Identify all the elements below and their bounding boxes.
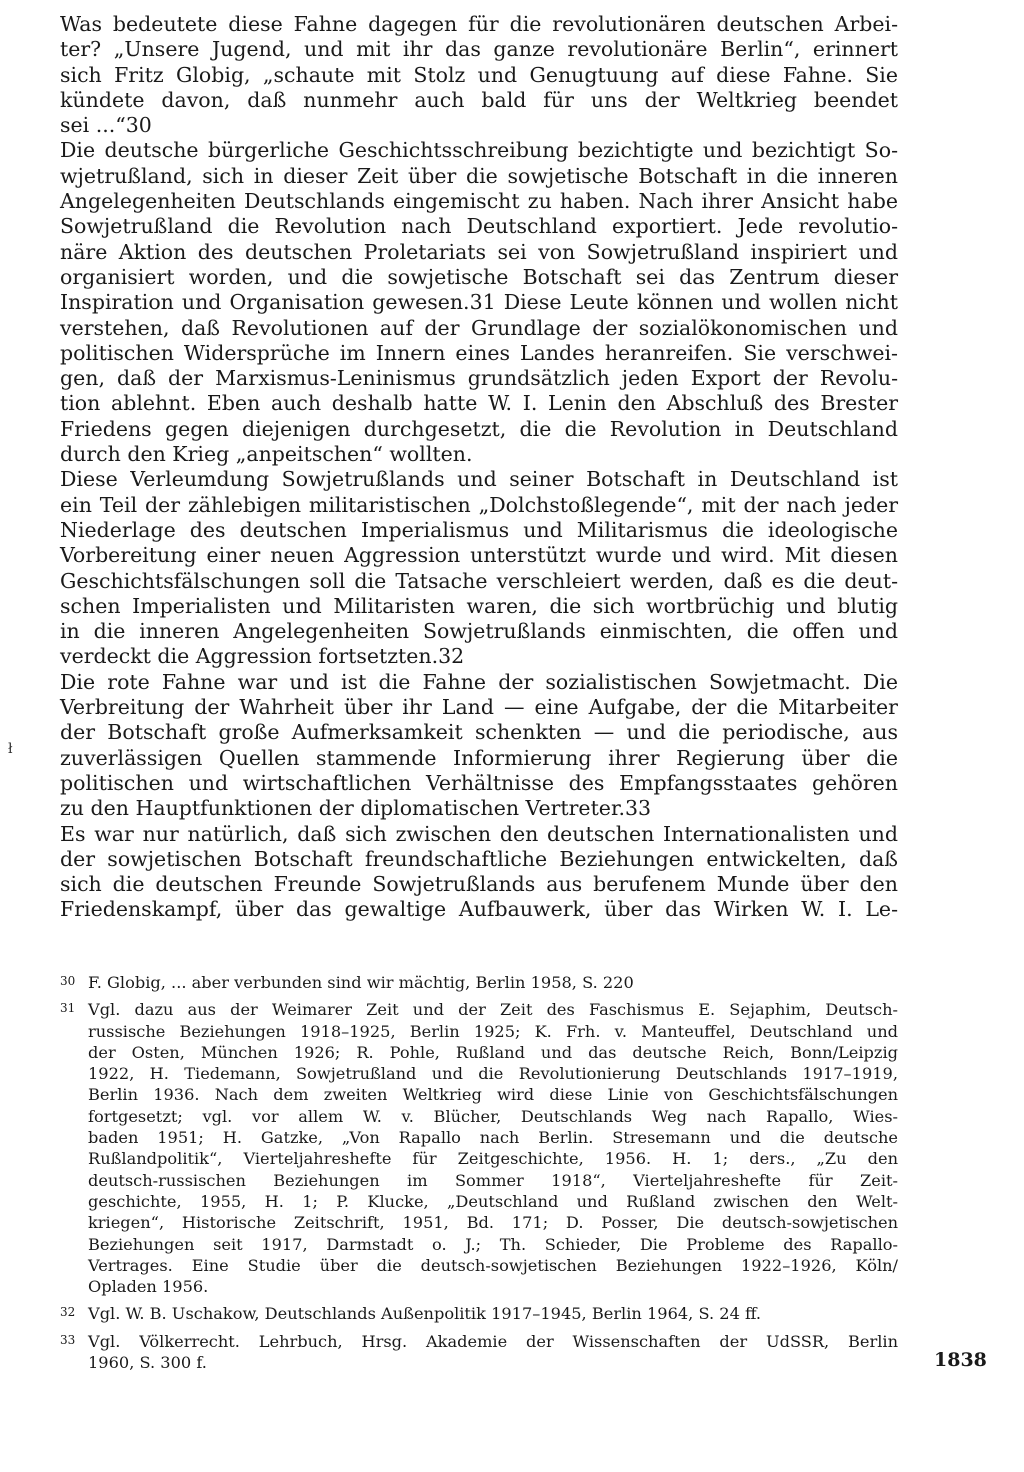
text-line: Die deutsche bürgerliche Geschichtsschreibung bezichtigte und bezichtigt So- <box>60 138 898 163</box>
footnote <box>60 972 898 993</box>
footnote-line: Vgl. Völkerrecht. Lehrbuch, Hrsg. Akademie der Wissenschaften der UdSSR, Berlin <box>88 1331 898 1351</box>
footnote-line: 1960, S. 300 f. <box>88 1353 207 1373</box>
footnote-line: F. Globig, ... aber verbunden sind wir mächtig, Berlin 1958, S. 220 <box>88 973 634 992</box>
text-line: politischen Widersprüche im Innern eines Landes heranreifen. Sie verschwei- <box>60 340 898 365</box>
footnote-line: Opladen 1956. <box>88 1277 209 1297</box>
text-line: gen, daß der Marxismus-Leninismus grundsätzlich jeden Export der Revolu- <box>60 366 898 391</box>
text-line: schen Imperialisten und Militaristen waren, die sich wortbrüchig und blutig <box>60 593 898 618</box>
footnote-line: Vgl. dazu aus der Weimarer Zeit und der Zeit des Faschismus E. Sejaphim, Deutsch- <box>88 1000 898 1020</box>
footnote-line: Beziehungen seit 1917, Darmstadt o. J.; Th. Schieder, Die Probleme des Rapallo- <box>88 1234 898 1254</box>
footnote-number: 32 <box>60 1305 76 1320</box>
text-line: Friedens gegen diejenigen durchgesetzt, die die Revolution in Deutschland <box>60 416 898 441</box>
text-line: in die inneren Angelegenheiten Sowjetrußlands einmischten, die offen und <box>60 619 898 644</box>
footnote-line: Rußlandpolitik“, Vierteljahreshefte für Zeitgeschichte, 1956. H. 1; ders., „Zu den <box>88 1149 898 1169</box>
text-line: Es war nur natürlich, daß sich zwischen den deutschen Internationalisten und <box>60 821 898 846</box>
footnote <box>60 999 898 1297</box>
footnote-line: geschichte, 1955, H. 1; P. Klucke, „Deutschland und Rußland zwischen den Welt- <box>88 1191 898 1211</box>
text-line: Vorbereitung einer neuen Aggression unterstützt wurde und wird. Mit diesen <box>60 543 898 568</box>
footnote <box>60 1331 898 1374</box>
text-line: tion ablehnt. Eben auch deshalb hatte W. I. Lenin den Abschluß des Brester <box>60 391 898 416</box>
text-line: Was bedeutete diese Fahne dagegen für die revolutionären deutschen Arbei- <box>60 12 898 36</box>
text-line: ein Teil der zählebigen militaristischen „Dolchstoßlegende“, mit der nach jeder <box>60 492 898 517</box>
text-line: näre Aktion des deutschen Proletariats sei von Sowjetrußland inspiriert und <box>60 239 898 264</box>
text-line: sich die deutschen Freunde Sowjetrußlands aus berufenem Munde über den <box>60 872 898 897</box>
text-line: Verbreitung der Wahrheit über ihr Land — eine Aufgabe, der die Mitarbeiter <box>60 695 898 720</box>
text-line: sei ...“30 <box>60 113 152 138</box>
text-line: kündete davon, daß nunmehr auch bald für uns der Weltkrieg beendet <box>60 87 898 112</box>
text-line: Die rote Fahne war und ist die Fahne der sozialistischen Sowjetmacht. Die <box>60 669 898 694</box>
body-text <box>60 12 898 923</box>
text-line: politischen und wirtschaftlichen Verhältnisse des Empfangsstaates gehören <box>60 770 898 795</box>
footnote-number: 33 <box>60 1332 76 1347</box>
text-line: der sowjetischen Botschaft freundschaftliche Beziehungen entwickelten, daß <box>60 846 898 871</box>
footnote-line: russische Beziehungen 1918–1925, Berlin 1925; K. Frh. v. Manteuffel, Deutschland und <box>88 1021 898 1041</box>
footnote-line: Vgl. W. B. Uschakow, Deutschlands Außenpolitik 1917–1945, Berlin 1964, S. 24 ff. <box>88 1304 762 1324</box>
text-line: Sowjetrußland die Revolution nach Deutschland exportiert. Jede revolutio- <box>60 214 898 239</box>
text-line: zu den Hauptfunktionen der diplomatischen Vertreter.33 <box>60 796 652 821</box>
text-line: Angelegenheiten Deutschlands eingemischt zu haben. Nach ihrer Ansicht habe <box>60 189 898 214</box>
text-line: der Botschaft große Aufmerksamkeit schenkten — und die periodische, aus <box>60 720 898 745</box>
text-line: ter? „Unsere Jugend, und mit ihr das ganze revolutionäre Berlin“, erinnert <box>60 37 898 62</box>
footnotes <box>60 972 898 1373</box>
page-number: 1838 <box>934 1349 987 1371</box>
text-line: Friedenskampf, über das gewaltige Aufbauwerk, über das Wirken W. I. Le- <box>60 897 898 922</box>
text-line: sich Fritz Globig, „schaute mit Stolz und Genugtuung auf diese Fahne. Sie <box>60 62 898 87</box>
text-line: Geschichtsfälschungen soll die Tatsache verschleiert werden, daß es die deut- <box>60 568 898 593</box>
text-line: Niederlage des deutschen Imperialismus und Militarismus die ideologische <box>60 517 898 542</box>
footnote-line: fortgesetzt; vgl. vor allem W. v. Blücher, Deutschlands Weg nach Rapallo, Wies- <box>88 1106 898 1126</box>
text-line: verstehen, daß Revolutionen auf der Grundlage der sozialökonomischen und <box>60 315 898 340</box>
text-line: verdeckt die Aggression fortsetzten.32 <box>60 644 465 669</box>
text-line: organisiert worden, und die sowjetische Botschaft sei das Zentrum dieser <box>60 264 898 289</box>
footnote-number: 31 <box>60 1001 76 1016</box>
footnote-line: Vertrages. Eine Studie über die deutsch-sowjetischen Beziehungen 1922–1926, Köln/ <box>88 1255 898 1275</box>
footnote-number: 30 <box>60 974 76 988</box>
margin-mark: ł <box>8 741 13 757</box>
text-line: wjetrußland, sich in dieser Zeit über die sowjetische Botschaft in die inneren <box>60 163 898 188</box>
footnote-line: 1922, H. Tiedemann, Sowjetrußland und die Revolutionierung Deutschlands 1917–1919, <box>88 1064 898 1084</box>
text-line: Inspiration und Organisation gewesen.31 Diese Leute können und wollen nicht <box>60 290 898 315</box>
footnote-line: baden 1951; H. Gatzke, „Von Rapallo nach Berlin. Stresemann und die deutsche <box>88 1128 898 1148</box>
footnote-line: Berlin 1936. Nach dem zweiten Weltkrieg wird diese Linie von Geschichtsfälschungen <box>88 1085 898 1105</box>
footnote-line: kriegen“, Historische Zeitschrift, 1951, Bd. 171; D. Posser, Die deutsch-sowjetischen <box>88 1213 898 1233</box>
text-line: zuverlässigen Quellen stammende Informierung ihrer Regierung über die <box>60 745 898 770</box>
text-line: durch den Krieg „anpeitschen“ wollten. <box>60 442 473 467</box>
footnote-line: der Osten, München 1926; R. Pohle, Rußland und das deutsche Reich, Bonn/Leipzig <box>88 1042 898 1062</box>
footnote-line: deutsch-russischen Beziehungen im Sommer 1918“, Vierteljahreshefte für Zeit- <box>88 1170 898 1190</box>
footnote <box>60 1303 898 1324</box>
text-line: Diese Verleumdung Sowjetrußlands und seiner Botschaft in Deutschland ist <box>60 467 898 492</box>
